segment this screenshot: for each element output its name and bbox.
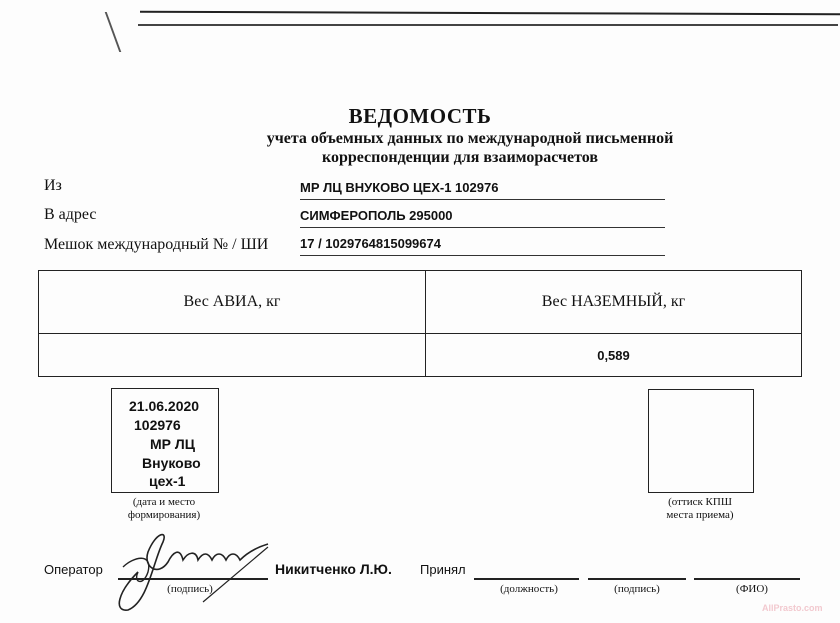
to-value: СИМФЕРОПОЛЬ 295000 (300, 208, 665, 228)
position-line (474, 578, 579, 580)
watermark: AllPrasto.com (762, 603, 823, 613)
to-label: В адрес (44, 206, 97, 223)
stamp-caption-2: формирования) (127, 509, 201, 521)
ground-weight-value: 0,589 (426, 334, 802, 377)
signature-line (588, 578, 686, 580)
stamp-caption (104, 496, 224, 522)
stamp-line4: Внуково (142, 455, 201, 471)
document-subtitle: учета объемных данных по международной письменной (266, 130, 674, 147)
operator-label: Оператор (44, 562, 103, 577)
bag-value: 17 / 1029764815099674 (300, 236, 665, 256)
from-label: Из (44, 177, 62, 194)
from-value: МР ЛЦ ВНУКОВО ЦЕХ-1 102976 (300, 180, 665, 200)
kpsh-caption (640, 496, 760, 522)
air-weight-value (39, 334, 426, 377)
operator-name: Никитченко Л.Ю. (275, 561, 392, 577)
signature-icon (108, 522, 278, 617)
header-air-weight: Вес АВИА, кг (39, 271, 426, 334)
stamp-line5: цех-1 (149, 473, 186, 489)
scan-edge-line (138, 24, 838, 26)
scan-edge-line (140, 11, 840, 15)
position-caption: (должность) (500, 583, 558, 595)
weights-table (38, 270, 802, 377)
kpsh-caption-2: места приема) (666, 509, 734, 521)
stamp-line3: МР ЛЦ (150, 436, 195, 452)
bag-label: Мешок международный № / ШИ (44, 236, 269, 253)
stamp-code: 102976 (134, 417, 181, 433)
operator-signature-caption: (подпись) (167, 583, 213, 595)
document-subtitle-2: корреспонденции для взаиморасчетов (321, 149, 599, 166)
kpsh-stamp-box (648, 389, 754, 493)
stamp-date: 21.06.2020 (129, 398, 200, 414)
name-caption: (ФИО) (736, 583, 768, 595)
accepted-signature-caption: (подпись) (614, 583, 660, 595)
kpsh-caption-1: (оттиск КПШ (668, 496, 732, 508)
stamp-caption-1: (дата и место (132, 496, 196, 508)
page-fold (105, 12, 152, 52)
formation-stamp (111, 388, 219, 493)
document-title: ВЕДОМОСТЬ (348, 104, 492, 128)
accepted-label: Принял (420, 562, 466, 577)
header-ground-weight: Вес НАЗЕМНЫЙ, кг (426, 271, 802, 334)
name-line (694, 578, 800, 580)
